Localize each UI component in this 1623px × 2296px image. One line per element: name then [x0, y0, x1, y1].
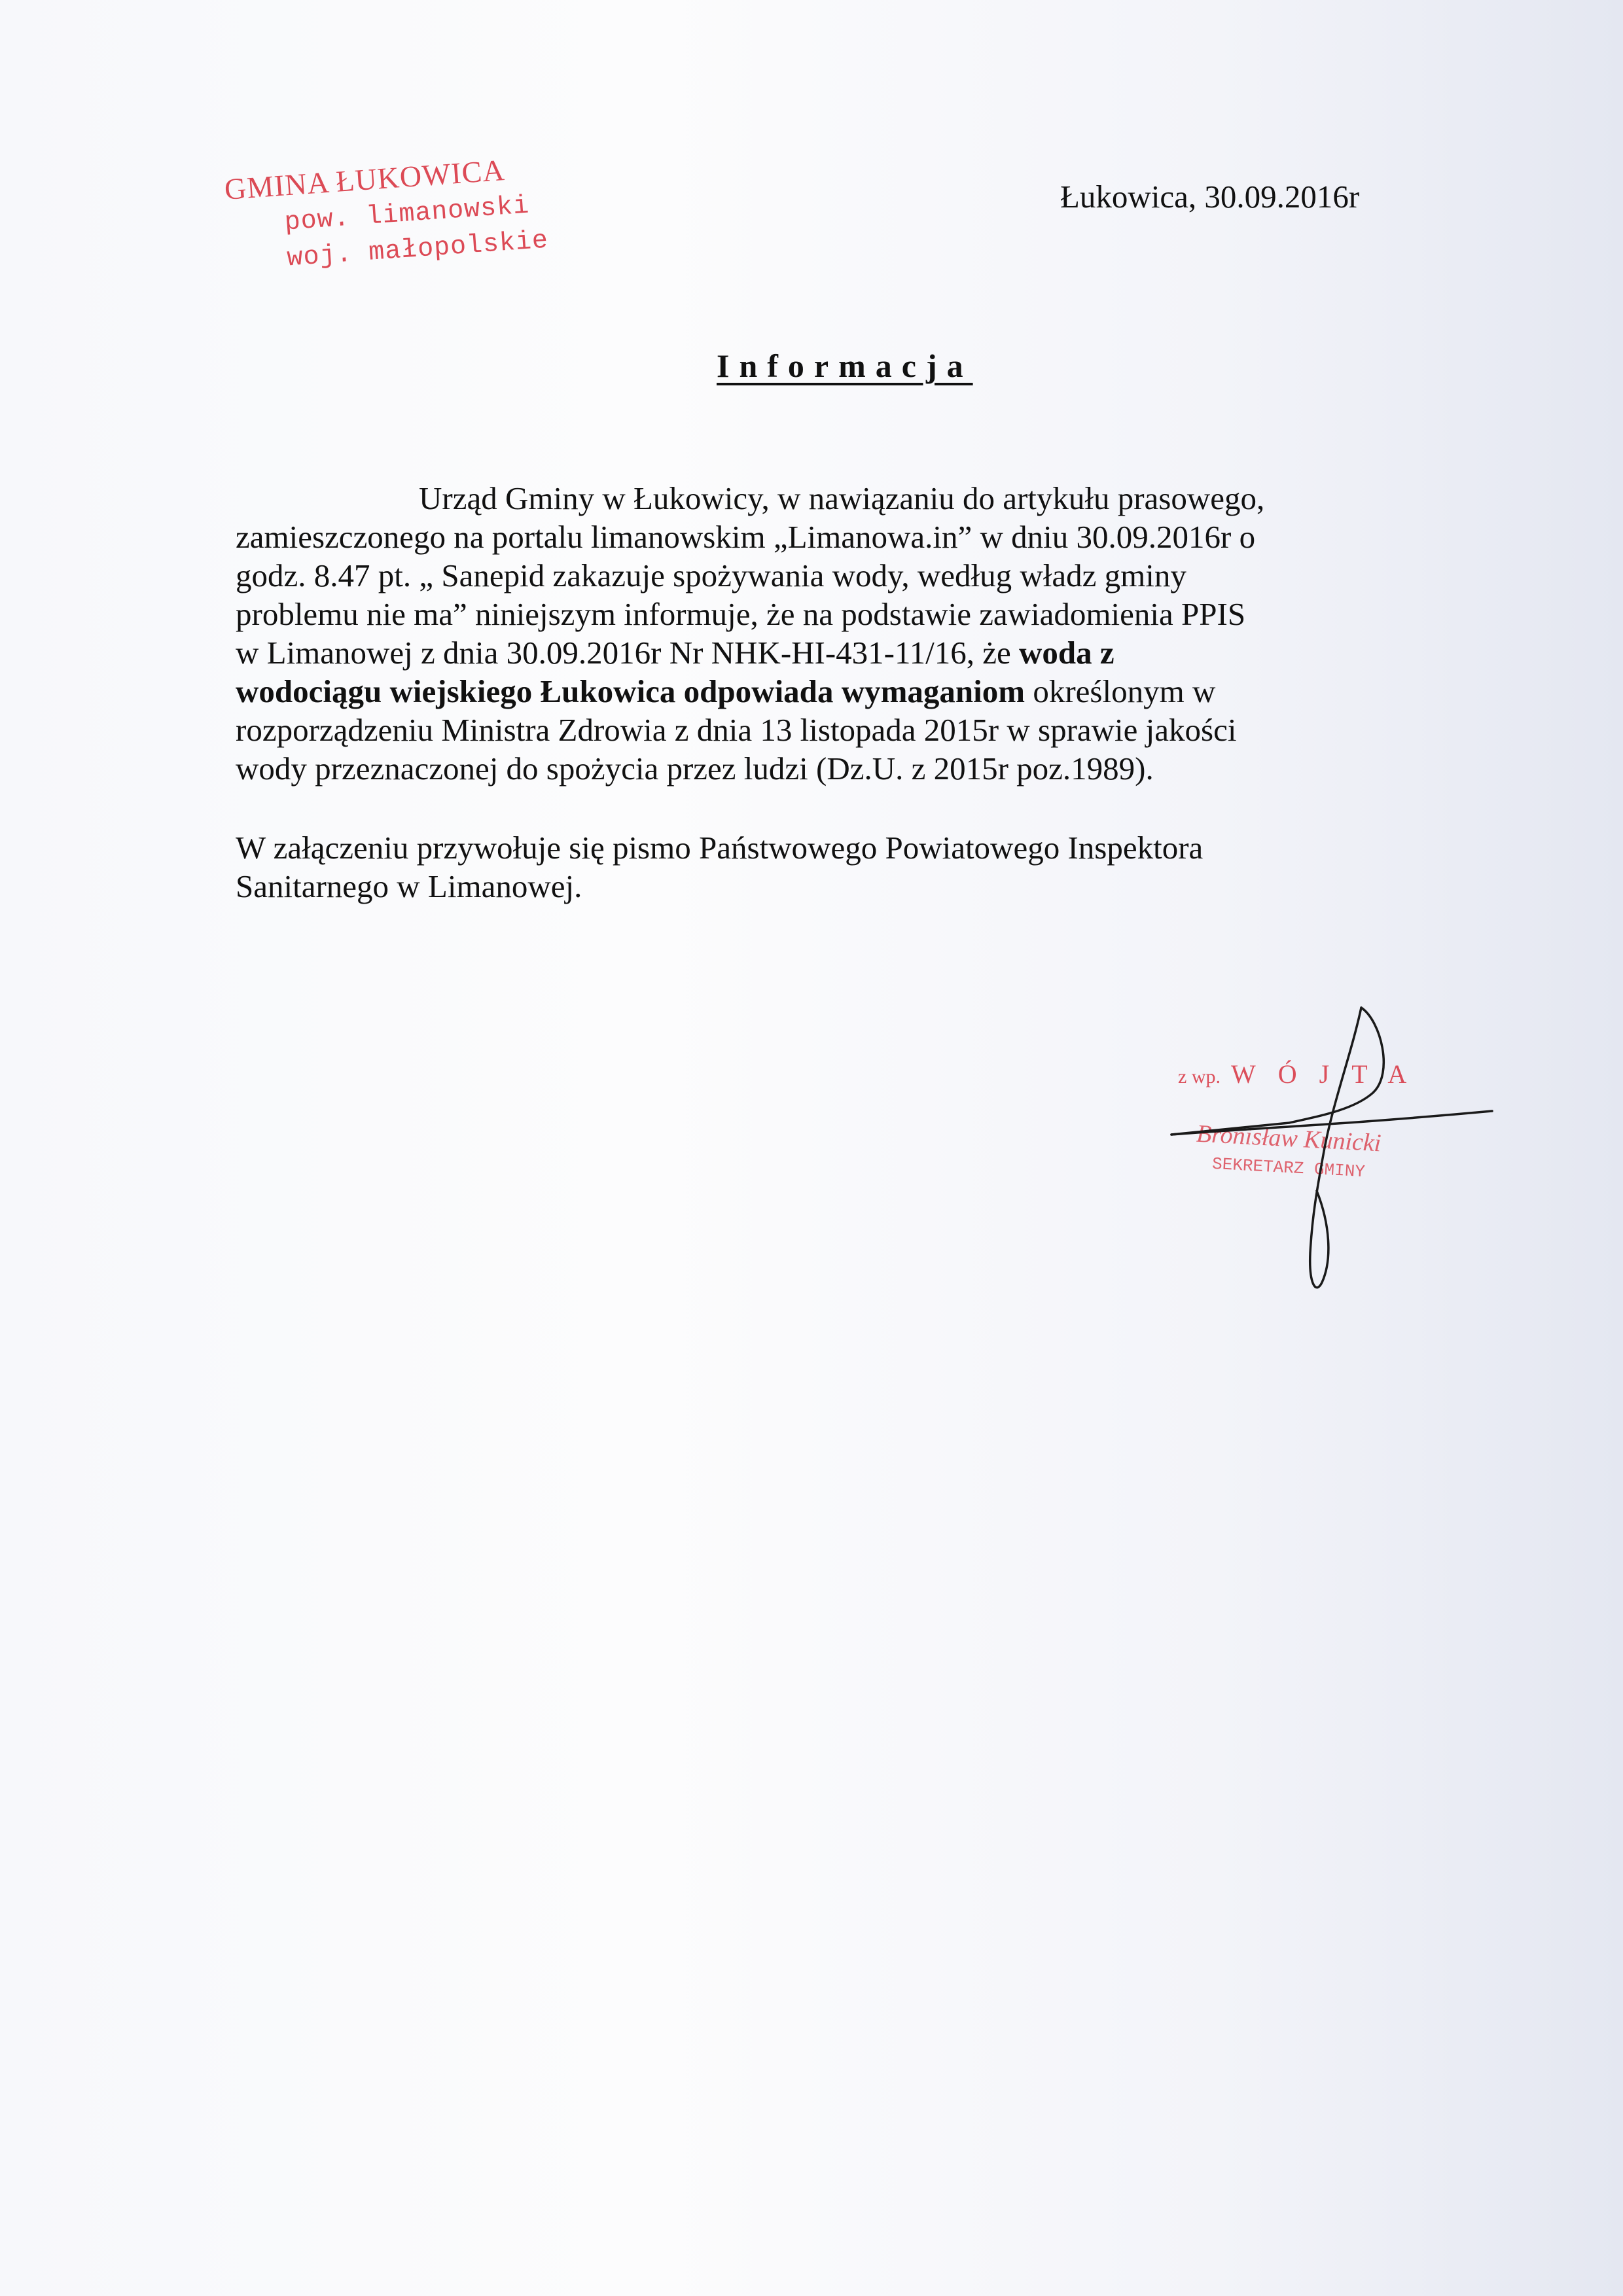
handwritten-signature: [1165, 995, 1505, 1309]
document-title: Informacja: [717, 347, 973, 384]
stamp-signatory-role: SEKRETARZ GMINY: [1211, 1154, 1366, 1182]
body-line: [236, 672, 1479, 711]
document-body: [236, 479, 1479, 906]
body-text-segment: w Limanowej z dnia 30.09.2016r Nr NHK-HI-431-11/16, że: [236, 635, 1020, 671]
body-line: wody przeznaczonej do spożycia przez ludzi (Dz.U. z 2015r poz.1989).: [236, 751, 1154, 786]
body-line: godz. 8.47 pt. „ Sanepid zakazuje spożywania wody, według władz gminy: [236, 557, 1186, 593]
stamp-prefix: z wp.: [1178, 1066, 1221, 1087]
body-line: W załączeniu przywołuje się pismo Państwowego Powiatowego Inspektora: [236, 830, 1204, 866]
body-line: Urząd Gminy w Łukowicy, w nawiązaniu do artykułu prasowego,: [419, 480, 1265, 516]
paragraph-attachment: [236, 828, 1479, 906]
body-line: Sanitarnego w Limanowej.: [236, 868, 582, 904]
stamp-office-title: WÓJTA: [1230, 1059, 1429, 1089]
bold-text-segment: wodociągu wiejskiego Łukowica odpowiada wymaganiom: [236, 673, 1026, 709]
body-line: rozporządzeniu Ministra Zdrowia z dnia 13 listopada 2015r w sprawie jakości: [236, 712, 1237, 748]
stamp-municipality-name: GMINA ŁUKOWICA: [223, 153, 507, 206]
body-line: [236, 633, 1479, 672]
stamp-voivodeship: woj. małopolskie: [286, 226, 550, 274]
body-text-segment: określonym w: [1025, 673, 1216, 709]
bold-text-segment: woda z: [1019, 635, 1115, 671]
body-line: problemu nie ma” niniejszym informuje, że na podstawie zawiadomienia PPIS: [236, 596, 1246, 632]
municipality-stamp: [223, 135, 597, 298]
stamp-signatory-name: Bronisław Kunicki: [1196, 1120, 1382, 1157]
stamp-county: pow. limanowski: [283, 191, 531, 238]
signature-block: [1165, 995, 1505, 1309]
place-and-date: Łukowica, 30.09.2016r: [1060, 179, 1360, 215]
paragraph-main: [236, 479, 1479, 788]
body-line: zamieszczonego na portalu limanowskim „Limanowa.in” w dniu 30.09.2016r o: [236, 519, 1256, 555]
